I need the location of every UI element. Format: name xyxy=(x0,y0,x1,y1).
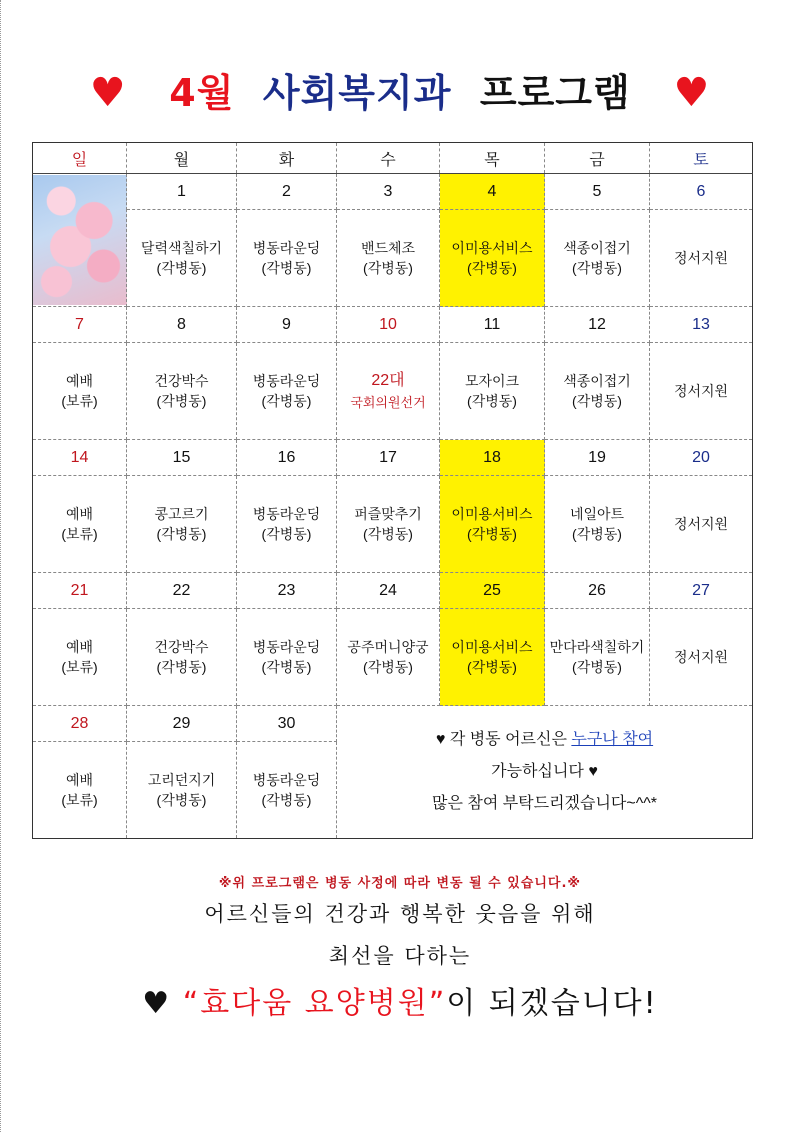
activity-cell: 병동라운딩 (각병동) xyxy=(237,343,337,440)
activity-cell: 모자이크 (각병동) xyxy=(440,343,545,440)
footer-message-line2: 최선을 다하는 xyxy=(328,944,472,968)
activity-cell-highlighted: 이미용서비스 (각병동) xyxy=(440,476,545,573)
week1-date-row xyxy=(33,174,753,210)
date-cell-sunday: 21 xyxy=(33,573,127,609)
date-cell: 2 xyxy=(237,174,337,210)
date-cell-highlighted: 18 xyxy=(440,440,545,476)
date-cell: 22 xyxy=(127,573,237,609)
activity-cell: 달력색칠하기 (각병동) xyxy=(127,210,237,307)
activity-cell-highlighted: 이미용서비스 (각병동) xyxy=(440,210,545,307)
activity-cell: 콩고르기 (각병동) xyxy=(127,476,237,573)
election-cell: 22대 국회의원선거 xyxy=(337,343,440,440)
footer-message-line3: ♥ “효다움 요양병원”이 되겠습니다! xyxy=(142,986,658,1021)
footer-message-line1: 어르신들의 건강과 행복한 웃음을 위해 xyxy=(204,902,596,926)
activity-cell: 병동라운딩 (각병동) xyxy=(237,742,337,839)
activity-cell: 건강박수 (각병동) xyxy=(127,343,237,440)
date-cell-sunday: 14 xyxy=(33,440,127,476)
weekday-sat: 토 xyxy=(650,143,753,174)
date-cell-highlighted: 25 xyxy=(440,573,545,609)
activity-cell: 병동라운딩 (각병동) xyxy=(237,609,337,706)
activity-cell: 고리던지기 (각병동) xyxy=(127,742,237,839)
date-cell: 24 xyxy=(337,573,440,609)
hospital-name: “효다움 요양병원” xyxy=(182,986,447,1021)
program-calendar xyxy=(32,142,753,839)
activity-cell: 만다라색칠하기 (각병동) xyxy=(545,609,650,706)
heart-icon: ♥ xyxy=(588,763,598,780)
weekday-header-row xyxy=(33,143,753,174)
activity-cell: 예배 (보류) xyxy=(33,609,127,706)
activity-cell-highlighted: 이미용서비스 (각병동) xyxy=(440,609,545,706)
cherry-blossom-image xyxy=(33,175,127,305)
weekday-mon: 월 xyxy=(127,143,237,174)
heart-icon: ♥ xyxy=(435,731,446,748)
date-cell: 19 xyxy=(545,440,650,476)
activity-cell: 병동라운딩 (각병동) xyxy=(237,210,337,307)
date-cell: 9 xyxy=(237,307,337,343)
week2-date-row xyxy=(33,307,753,343)
activity-cell: 색종이접기 (각병동) xyxy=(545,210,650,307)
date-cell: 26 xyxy=(545,573,650,609)
activity-cell: 네일아트 (각병동) xyxy=(545,476,650,573)
week3-activity-row xyxy=(33,476,753,573)
date-cell: 17 xyxy=(337,440,440,476)
date-cell: 15 xyxy=(127,440,237,476)
heart-icon: ♥ xyxy=(673,70,711,116)
activity-cell: 정서지원 xyxy=(650,609,753,706)
date-cell: 8 xyxy=(127,307,237,343)
cherry-blossom-image-cell xyxy=(33,174,127,307)
date-cell-saturday: 13 xyxy=(650,307,753,343)
date-cell-saturday: 20 xyxy=(650,440,753,476)
weekday-sun: 일 xyxy=(33,143,127,174)
activity-cell: 병동라운딩 (각병동) xyxy=(237,476,337,573)
title-program: 프로그램 xyxy=(479,71,631,115)
date-cell: 30 xyxy=(237,706,337,742)
week3-date-row xyxy=(33,440,753,476)
date-cell-highlighted: 4 xyxy=(440,174,545,210)
title-department: 사회복지과 xyxy=(262,71,452,115)
date-cell-sunday: 28 xyxy=(33,706,127,742)
date-cell: 29 xyxy=(127,706,237,742)
weekday-tue: 화 xyxy=(237,143,337,174)
date-cell: 23 xyxy=(237,573,337,609)
week5-date-row xyxy=(33,706,753,742)
date-cell: 3 xyxy=(337,174,440,210)
participation-link: 누구나 참여 xyxy=(571,731,654,748)
date-cell: 1 xyxy=(127,174,237,210)
activity-cell: 정서지원 xyxy=(650,343,753,440)
date-cell: 5 xyxy=(545,174,650,210)
activity-cell: 예배 (보류) xyxy=(33,476,127,573)
activity-cell: 밴드체조 (각병동) xyxy=(337,210,440,307)
weekday-thu: 목 xyxy=(440,143,545,174)
date-cell-sunday: 7 xyxy=(33,307,127,343)
activity-cell: 예배 (보류) xyxy=(33,742,127,839)
weekday-wed: 수 xyxy=(337,143,440,174)
week1-activity-row xyxy=(33,210,753,307)
weekday-fri: 금 xyxy=(545,143,650,174)
heart-icon: ♥ xyxy=(89,70,127,116)
week4-date-row xyxy=(33,573,753,609)
week4-activity-row xyxy=(33,609,753,706)
title-month: 4월 xyxy=(169,71,235,115)
date-cell: 11 xyxy=(440,307,545,343)
activity-cell: 색종이접기 (각병동) xyxy=(545,343,650,440)
activity-cell: 예배 (보류) xyxy=(33,343,127,440)
participation-notice: ♥ 각 병동 어르신은 누구나 참여 가능하십니다 ♥ 많은 참여 부탁드리겠습니다~^^* xyxy=(337,706,753,839)
date-cell-holiday: 10 xyxy=(337,307,440,343)
activity-cell: 정서지원 xyxy=(650,210,753,307)
date-cell-saturday: 6 xyxy=(650,174,753,210)
week2-activity-row xyxy=(33,343,753,440)
heart-icon: ♥ xyxy=(142,986,172,1021)
date-cell-saturday: 27 xyxy=(650,573,753,609)
page-title xyxy=(0,62,800,117)
activity-cell: 퍼즐맞추기 (각병동) xyxy=(337,476,440,573)
activity-cell: 공주머니양궁 (각병동) xyxy=(337,609,440,706)
date-cell: 12 xyxy=(545,307,650,343)
schedule-change-note: ※위 프로그램은 병동 사정에 따라 변동 될 수 있습니다.※ xyxy=(218,876,582,891)
date-cell: 16 xyxy=(237,440,337,476)
activity-cell: 정서지원 xyxy=(650,476,753,573)
activity-cell: 건강박수 (각병동) xyxy=(127,609,237,706)
